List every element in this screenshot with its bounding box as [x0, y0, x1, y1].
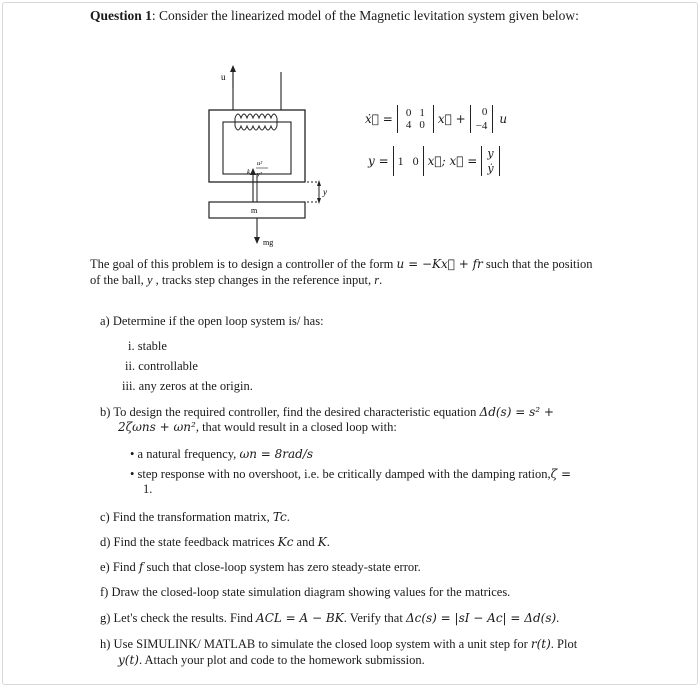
matrix-A: 0 1 4 0: [397, 105, 433, 133]
part-b-line2: 2ζωns + ωn², that would result in a closed loop with:: [118, 420, 397, 434]
part-a: [100, 314, 324, 329]
maglev-diagram: [195, 62, 335, 252]
page-frame: [2, 2, 698, 685]
state-lhs: ẋ⃗ =: [365, 112, 393, 126]
part-h-line2: y(t). Attach your plot and code to the homework submission.: [118, 653, 425, 667]
u-label: u: [221, 72, 226, 82]
part-a-sub-2: ii. controllable: [125, 359, 198, 373]
x-vector: y ẏ: [482, 146, 499, 176]
force-k: k: [247, 168, 251, 176]
matrix-C: 1 0: [393, 146, 423, 176]
part-b-bullet-2-cont: 1.: [143, 482, 153, 496]
coil-winding-bottom: [235, 126, 277, 130]
part-g: g) Let's check the results. Find ACL = A − BK. Verify that Δc(s) = |sI − Ac| = Δd(s).: [100, 611, 560, 625]
part-b-bullet-1: • a natural frequency, ωn = 8rad/s: [130, 447, 314, 461]
m-label: m: [251, 206, 258, 215]
part-a-sub-1: i. stable: [128, 339, 167, 353]
part-a-text: Determine if the open loop system is/ has:: [112, 314, 324, 328]
output-mid: x⃗; x⃗ =: [427, 154, 478, 168]
part-d: d) Find the state feedback matrices Kc and K.: [100, 535, 330, 549]
part-a-label: a): [100, 314, 110, 328]
question-title: [90, 8, 579, 24]
control-law: u = −Kx⃗ + fr: [396, 257, 483, 271]
part-f: f) Draw the closed-loop state simulation diagram showing values for the matrices.: [100, 585, 511, 599]
part-b: b) To design the required controller, find the desired characteristic equation Δd(s) = s² +: [100, 405, 554, 419]
part-b-bullet-2: • step response with no overshoot, i.e. be critically damped with the damping ration,ζ =: [130, 467, 571, 481]
part-e: e) Find f such that close-loop system has zero steady-state error.: [100, 560, 421, 574]
output-equation: [368, 146, 500, 176]
coil-winding-top: [235, 114, 277, 118]
part-c: c) Find the transformation matrix, Tc.: [100, 510, 290, 524]
goal-paragraph: The goal of this problem is to design a controller of the form u = −Kx⃗ + fr such that the position of the ball, y , tracks step changes in the reference input, r.: [90, 257, 593, 287]
force-den: y²: [257, 171, 262, 178]
matrix-B: 0 −4: [470, 105, 493, 133]
part-a-sub-3: iii. any zeros at the origin.: [122, 379, 253, 393]
state-equation: [365, 105, 507, 133]
x-plus: x⃗ +: [437, 112, 466, 126]
question-text: : Consider the linearized model of the Magnetic levitation system given below:: [151, 8, 579, 23]
input-u: u: [499, 112, 508, 126]
question-label: Question 1: [90, 8, 152, 23]
mg-label: mg: [263, 238, 274, 247]
output-lhs: y =: [368, 154, 389, 168]
force-num: u²: [257, 160, 263, 167]
part-h: h) Use SIMULINK/ MATLAB to simulate the closed loop system with a unit step for r(t). Plot: [100, 637, 578, 651]
y-label: y: [323, 187, 327, 197]
